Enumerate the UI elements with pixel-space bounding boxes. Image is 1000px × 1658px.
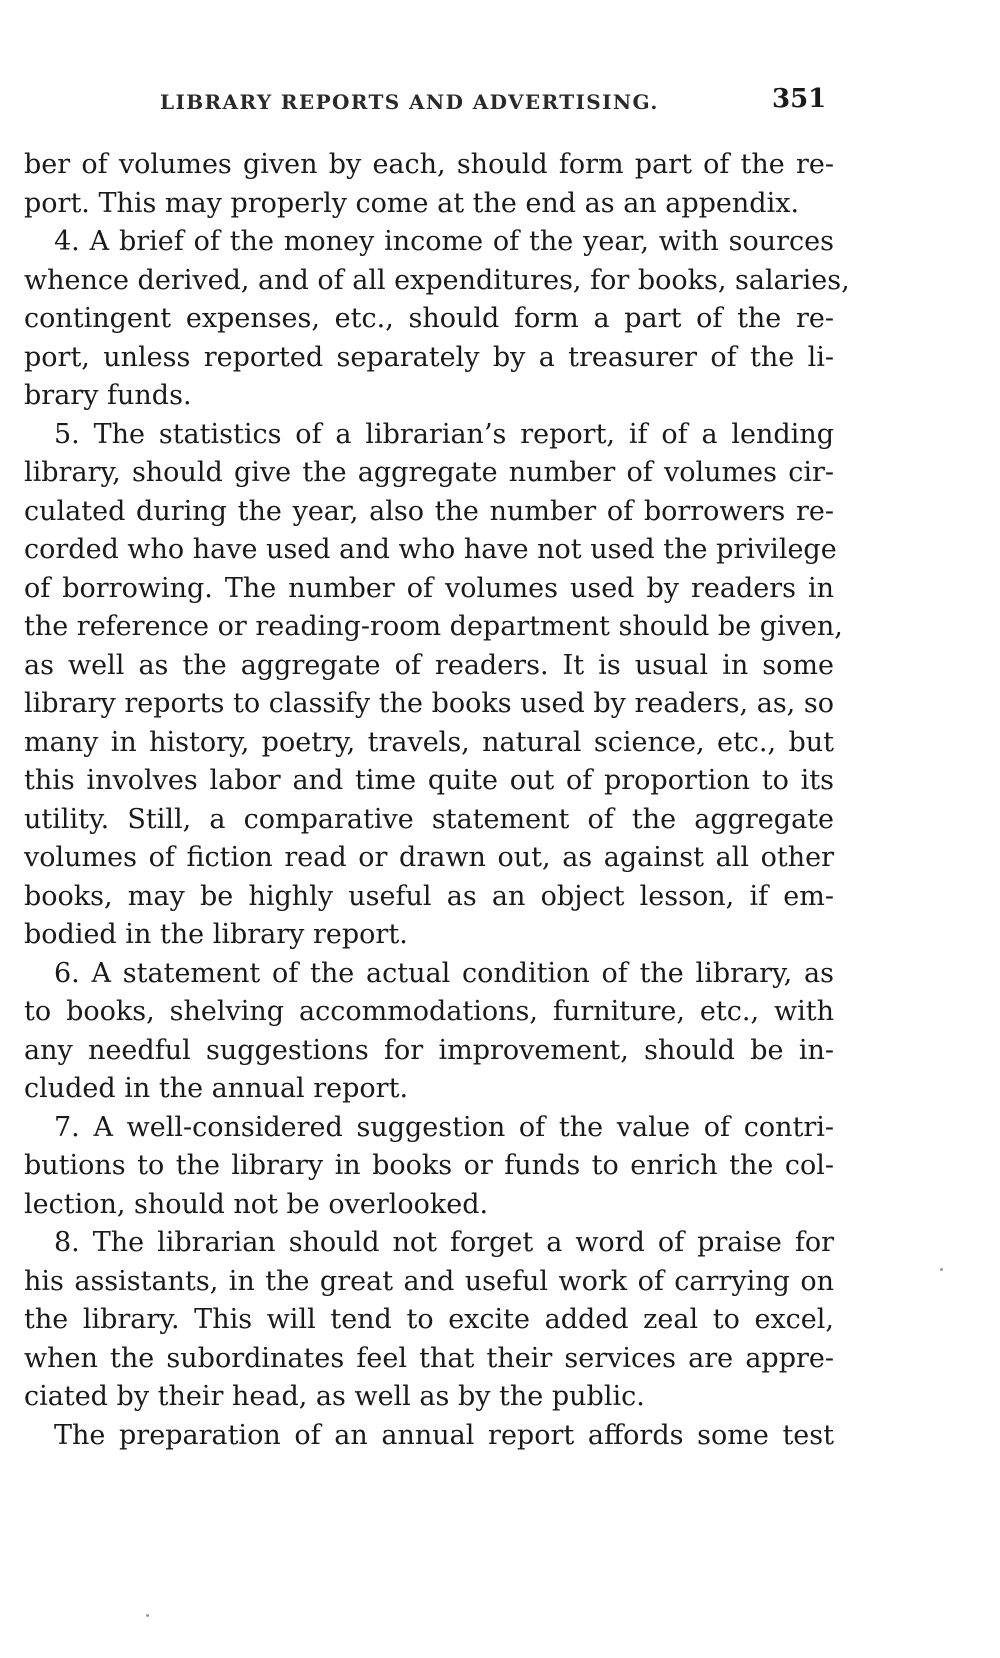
running-head: LIBRARY REPORTS AND ADVERTISING.: [160, 90, 659, 114]
scan-speck: [146, 1614, 149, 1617]
text-line: bodied in the library report.: [24, 919, 408, 950]
text-line: 6. A statement of the actual condition of the library, as: [54, 957, 834, 989]
text-line: the library. This will tend to excite added zeal to excel,: [24, 1304, 834, 1335]
text-line: corded who have used and who have not used the privilege: [24, 534, 837, 565]
text-line: port, unless reported separately by a treasurer of the li-: [24, 341, 834, 373]
text-line: ber of volumes given by each, should form part of the re-: [24, 149, 834, 180]
text-line: library, should give the aggregate number of volumes cir-: [24, 457, 834, 488]
body-text: [24, 146, 850, 1455]
text-line: the reference or reading-room department should be given,: [24, 611, 843, 642]
scan-speck: [940, 1268, 943, 1271]
text-line: The preparation of an annual report affords some test: [54, 1419, 834, 1451]
text-line: 5. The statistics of a librarian’s report, if of a lending: [54, 418, 834, 450]
text-line: 7. A well-considered suggestion of the value of contri-: [54, 1111, 834, 1143]
text-line: his assistants, in the great and useful work of carrying on: [24, 1265, 834, 1297]
text-line: ciated by their head, as well as by the public.: [24, 1381, 645, 1412]
text-line: as well as the aggregate of readers. It is usual in some: [24, 649, 834, 681]
text-line: this involves labor and time quite out of proportion to its: [24, 765, 834, 796]
text-line: volumes of fiction read or drawn out, as against all other: [24, 842, 834, 873]
text-line: when the subordinates feel that their services are appre-: [24, 1342, 834, 1374]
text-line: utility. Still, a comparative statement of the aggregate: [24, 803, 834, 835]
text-line: butions to the library in books or funds to enrich the col-: [24, 1150, 834, 1181]
text-line: many in history, poetry, travels, natural science, etc., but: [24, 726, 834, 758]
text-line: culated during the year, also the number of borrowers re-: [24, 495, 834, 527]
text-line: of borrowing. The number of volumes used by readers in: [24, 572, 834, 604]
text-line: to books, shelving accommodations, furniture, etc., with: [24, 996, 834, 1027]
text-line: port. This may properly come at the end as an appendix.: [24, 187, 800, 219]
text-line: contingent expenses, etc., should form a part of the re-: [24, 303, 834, 334]
text-line: 4. A brief of the money income of the year, with sources: [54, 226, 834, 257]
text-line: books, may be highly useful as an object lesson, if em-: [24, 880, 834, 912]
text-line: lection, should not be overlooked.: [24, 1188, 489, 1220]
page-number: 351: [772, 84, 827, 114]
text-line: cluded in the annual report.: [24, 1073, 409, 1104]
text-line: 8. The librarian should not forget a word of praise for: [54, 1227, 834, 1258]
text-line: any needful suggestions for improvement, should be in-: [24, 1034, 834, 1066]
text-line: whence derived, and of all expenditures, for books, salaries,: [24, 264, 850, 296]
text-line: brary funds.: [24, 380, 192, 411]
text-line: library reports to classify the books used by readers, as, so: [24, 688, 834, 719]
